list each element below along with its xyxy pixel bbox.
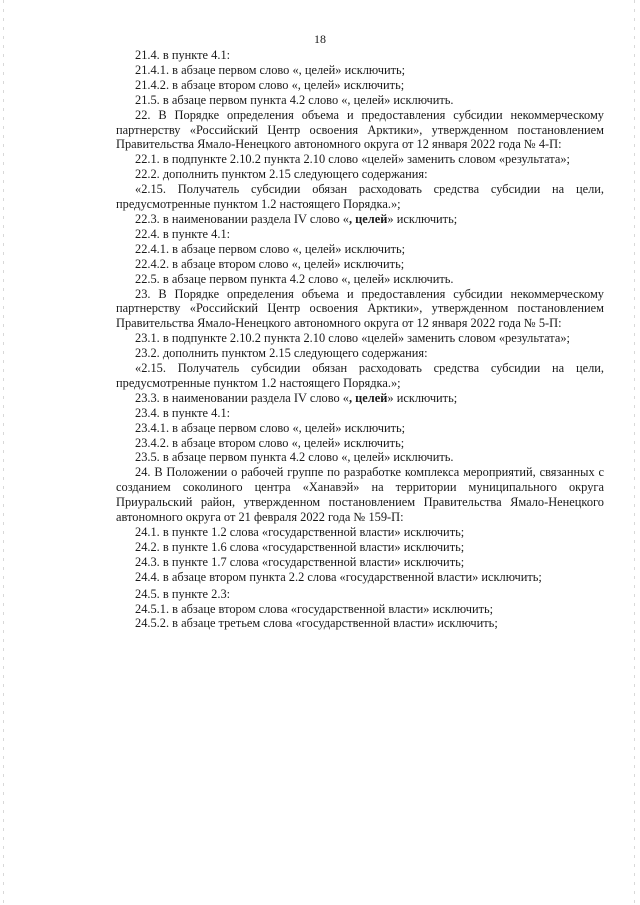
paragraph-22: 22. В Порядке определения объема и предоставления субсидии некоммерческому партнерству «Российский Центр освоения Арктики», утвержденном постановлением Правительства Ямало-Ненецкого автономного округа от 12 января 2022 года № 4-П:	[116, 107, 604, 152]
paragraph-24-4: 24.4. в абзаце втором пункта 2.2 слова «государственной власти» исключить;	[135, 569, 542, 584]
paragraph-22-4-2: 22.4.2. в абзаце втором слово «, целей» исключить;	[135, 256, 405, 271]
page-number: 18	[314, 32, 326, 46]
paragraph-24-2: 24.2. в пункте 1.6 слова «государственной власти» исключить;	[135, 539, 465, 554]
scan-edge-left	[3, 0, 4, 905]
paragraph-23-3	[116, 391, 604, 406]
paragraph-23-4: 23.4. в пункте 4.1:	[135, 405, 231, 420]
paragraph-24-5-2: 24.5.2. в абзаце третьем слова «государственной власти» исключить;	[135, 616, 498, 631]
paragraph-24-1: 24.1. в пункте 1.2 слова «государственной власти» исключить;	[135, 525, 465, 539]
paragraph-23-4-2: 23.4.2. в абзаце втором слово «, целей» исключить;	[135, 435, 405, 450]
paragraph-22-3-after: » исключить;	[387, 211, 458, 226]
paragraph-22-2-quote: «2.15. Получатель субсидии обязан расходовать средства субсидии на цели, предусмотренные пунктом 1.2 настоящего Порядка.»;	[116, 182, 604, 212]
paragraph-23-3-after: » исключить;	[387, 390, 458, 405]
paragraph-23-1: 23.1. в подпункте 2.10.2 пункта 2.10 слово «целей» заменить словом «результата»;	[135, 331, 570, 346]
paragraph-23-3-before: 23.3. в наименовании раздела IV слово «	[135, 390, 349, 405]
scan-edge-right	[634, 0, 635, 905]
paragraph-21-5: 21.5. в абзаце первом пункта 4.2 слово «, целей» исключить.	[135, 92, 454, 107]
paragraph-22-3	[116, 212, 604, 227]
paragraph-22-3-before: 22.3. в наименовании раздела IV слово «	[135, 211, 349, 226]
paragraph-22-5: 22.5. в абзаце первом пункта 4.2 слово «, целей» исключить.	[135, 271, 454, 286]
paragraph-22-1: 22.1. в подпункте 2.10.2 пункта 2.10 слово «целей» заменить словом «результата»;	[135, 152, 570, 167]
paragraph-21-4-1: 21.4.1. в абзаце первом слово «, целей» исключить;	[135, 62, 406, 77]
paragraph-23-4-1: 23.4.1. в абзаце первом слово «, целей» исключить;	[135, 420, 406, 435]
paragraph-24-5-1: 24.5.1. в абзаце втором слова «государственной власти» исключить;	[135, 601, 494, 616]
document-body	[116, 48, 604, 631]
paragraph-22-3-bold: , целей	[348, 211, 388, 226]
paragraph-24-3: 24.3. в пункте 1.7 слова «государственной власти» исключить;	[135, 554, 465, 569]
paragraph-21-4: 21.4. в пункте 4.1:	[135, 48, 231, 62]
paragraph-23-5: 23.5. в абзаце первом пункта 4.2 слово «, целей» исключить.	[135, 450, 454, 465]
paragraph-23-2: 23.2. дополнить пунктом 2.15 следующего содержания:	[135, 346, 428, 361]
paragraph-22-2: 22.2. дополнить пунктом 2.15 следующего содержания:	[135, 167, 428, 182]
paragraph-23-3-bold: , целей	[348, 390, 388, 405]
paragraph-24: 24. В Положении о рабочей группе по разработке комплекса мероприятий, связанных с созданием соколиного центра «Ханавэй» на территории муниципального округа Приуральский район, утвержденном постановлением Правительства Ямало-Ненецкого автономного округа от 21 февраля 2022 года № 159-П:	[116, 465, 604, 525]
paragraph-23: 23. В Порядке определения объема и предоставления субсидии некоммерческому партнерству «Российский Центр освоения Арктики», утвержденном постановлением Правительства Ямало-Ненецкого автономного округа от 12 января 2022 года № 5-П:	[116, 286, 604, 331]
paragraph-21-4-2: 21.4.2. в абзаце втором слово «, целей» исключить;	[135, 77, 405, 92]
paragraph-22-4: 22.4. в пункте 4.1:	[135, 226, 231, 241]
paragraph-24-5: 24.5. в пункте 2.3:	[135, 586, 231, 601]
paragraph-22-4-1: 22.4.1. в абзаце первом слово «, целей» исключить;	[135, 241, 406, 256]
paragraph-23-2-quote: «2.15. Получатель субсидии обязан расходовать средства субсидии на цели, предусмотренные пунктом 1.2 настоящего Порядка.»;	[116, 361, 604, 390]
